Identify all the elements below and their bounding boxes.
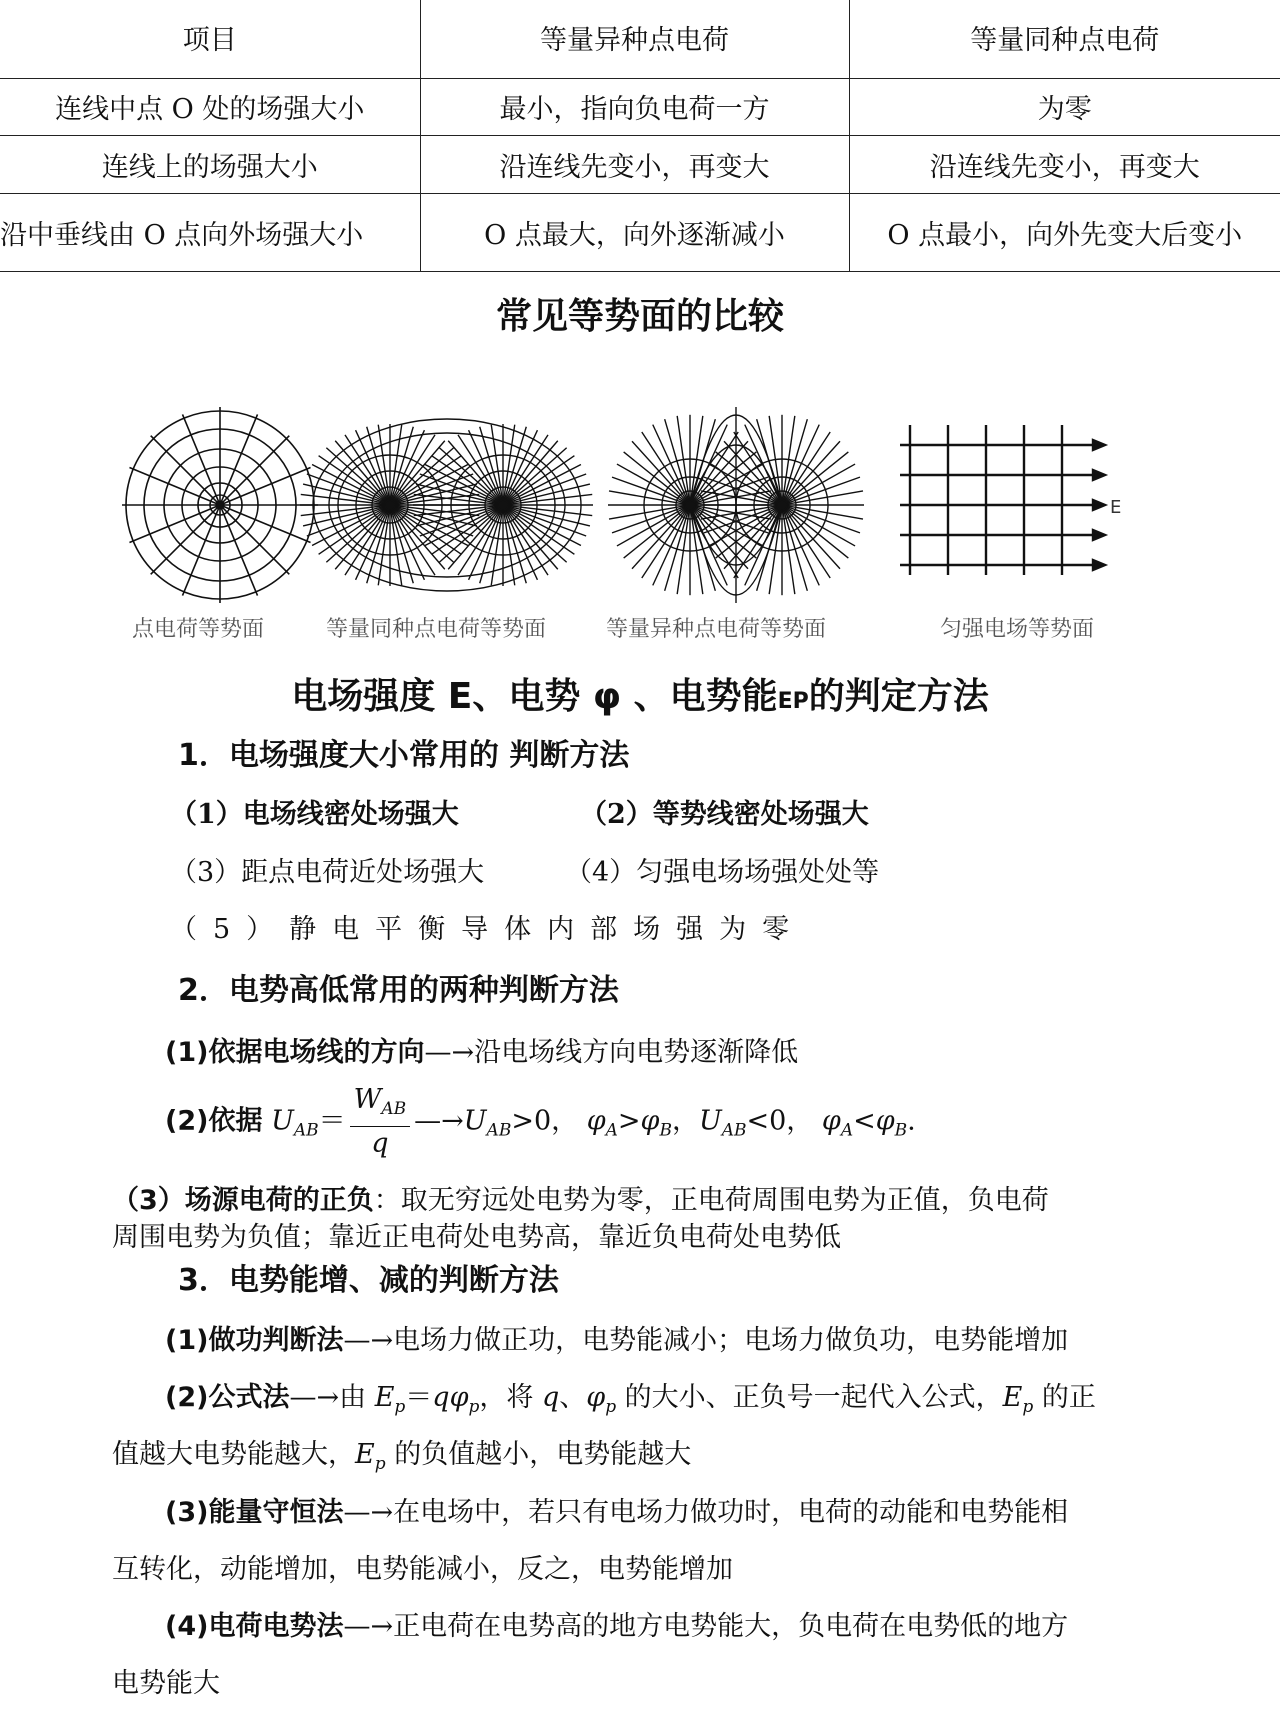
table-row [0, 193, 1280, 271]
formula-period: . [907, 1105, 916, 1137]
table-cell: 沿连线先变小，再变大 [420, 135, 849, 193]
table-cell: O 点最小，向外先变大后变小 [849, 193, 1280, 271]
s3-text: 的大小、正负号一起代入公式， [616, 1382, 1003, 1413]
formula-p: p [468, 1397, 480, 1417]
equipotential-figures [120, 405, 1130, 605]
s2-item-2-label: (2)依据 [165, 1105, 263, 1137]
table-cell: 最小，指向负电荷一方 [420, 78, 849, 135]
fraction-num-sub: AB [381, 1099, 407, 1119]
table-header-same: 等量同种点电荷 [849, 0, 1280, 78]
field-label-e: E [1110, 497, 1122, 518]
s2-item-2 [165, 1083, 916, 1161]
formula-e: E [1002, 1382, 1023, 1413]
s3-item-3-text1: —→在电场中，若只有电场力做功时，电荷的动能和电势能相 [343, 1497, 1069, 1528]
formula-lt: < [853, 1105, 876, 1137]
formula-ab: AB [721, 1120, 747, 1141]
table-header-opposite: 等量异种点电荷 [420, 0, 849, 78]
field-line [182, 509, 218, 596]
caption-point-charge: 点电荷等势面 [132, 617, 265, 642]
s1-item-1: （1）电场线密处场强大 [170, 799, 459, 830]
s2-item-1 [165, 1030, 798, 1069]
formula-p: p [605, 1397, 617, 1417]
formula-comma: ， [671, 1105, 699, 1137]
field-line [222, 414, 258, 501]
fraction-num: W [353, 1084, 382, 1115]
comparison-table [0, 0, 1280, 272]
formula-q: q [541, 1382, 560, 1413]
s1-item-2: （2）等势线密处场强大 [580, 799, 869, 830]
formula-phi: φ [449, 1382, 469, 1413]
s3-item-1-label: (1)做功判断法 [165, 1325, 344, 1356]
field-line [129, 467, 216, 503]
formula-gt0: >0， [511, 1105, 579, 1137]
formula-b: B [894, 1120, 908, 1141]
s3-item-2-line1 [165, 1375, 1096, 1417]
s2-item-1-text: —→沿电场线方向电势逐渐降低 [424, 1037, 799, 1068]
formula-gt: > [617, 1105, 641, 1137]
formula-phi: φ [875, 1105, 895, 1137]
s3-item-3-line1 [165, 1490, 1068, 1529]
formula-arrow: —→ [414, 1105, 464, 1137]
field-line [224, 507, 311, 543]
s3-item-4-line2: 电势能大 [112, 1668, 220, 1699]
table-cell: 连线上的场强大小 [0, 135, 420, 193]
table-cell: 为零 [849, 78, 1280, 135]
formula-phi: φ [821, 1105, 841, 1137]
methods-title [0, 668, 1280, 719]
s3-text: 、 [559, 1382, 587, 1413]
formula-u: U [698, 1105, 722, 1137]
formula-eq: ＝ [318, 1105, 346, 1137]
table-cell: 连线中点 O 处的场强大小 [0, 78, 420, 135]
caption-like-charges: 等量同种点电荷等势面 [326, 617, 547, 642]
s3-item-4-text1: —→正电荷在电势高的地方电势能大，负电荷在电势低的地方 [343, 1611, 1069, 1642]
like-charges-diagram [300, 419, 593, 591]
field-line [224, 467, 311, 503]
table-cell: O 点最大，向外逐渐减小 [420, 193, 849, 271]
point-charge-diagram [122, 407, 318, 603]
s3-item-2-label: (2)公式法 [165, 1382, 290, 1413]
formula-ab: AB [293, 1120, 319, 1141]
formula-ab: AB [486, 1120, 512, 1141]
s2-item-3-text1: ：取无穷远处电势为零，正电荷周围电势为正值，负电荷 [373, 1185, 1049, 1216]
formula-u: U [463, 1105, 487, 1137]
formula-p: p [374, 1454, 386, 1474]
s3-text: 的负值越小，电势能越大 [385, 1439, 692, 1470]
formula-phi: φ [586, 1105, 606, 1137]
table-row [0, 78, 1280, 135]
field-line [182, 414, 218, 501]
caption-uniform-field: 匀强电场等势面 [940, 617, 1095, 642]
table-cell: 沿中垂线由 O 点向外场强大小 [0, 193, 420, 271]
s2-item-3-label: （3）场源电荷的正负 [112, 1185, 374, 1216]
formula-e: E [374, 1382, 395, 1413]
formula-phi: φ [640, 1105, 660, 1137]
table-header-row [0, 0, 1280, 78]
s3-text: ，将 [479, 1382, 542, 1413]
formula-a: A [840, 1120, 854, 1141]
field-line [129, 507, 216, 543]
table-row [0, 135, 1280, 193]
table-cell: 沿连线先变小，再变大 [849, 135, 1280, 193]
field-line [367, 510, 389, 583]
field-line [504, 510, 526, 583]
formula-p: p [394, 1397, 406, 1417]
field-line [222, 509, 258, 596]
formula-a: A [605, 1120, 618, 1141]
s1-item-3: （3）距点电荷近处场强大 [170, 857, 485, 888]
fraction-den: q [371, 1128, 389, 1159]
formula-u: U [271, 1105, 294, 1137]
uniform-field-diagram [900, 425, 1121, 575]
s3-item-2-line2 [112, 1432, 691, 1474]
formula-q: q [432, 1382, 450, 1413]
s3-item-1 [165, 1318, 1068, 1357]
opposite-charges-diagram [608, 407, 864, 603]
s3-item-1-text: —→电场力做正功，电势能减小；电场力做负功，电势能增加 [343, 1325, 1069, 1356]
formula-eq: ＝ [405, 1382, 433, 1413]
formula-fraction [350, 1083, 411, 1161]
methods-title-end: 的判定方法 [808, 676, 989, 717]
methods-title-sub: EP [777, 689, 809, 714]
section-1-title: 1．电场强度大小常用的 判断方法 [178, 738, 630, 773]
s3-item-4-label: (4)电荷电势法 [165, 1611, 344, 1642]
formula-e: E [355, 1439, 375, 1470]
formula-b: B [659, 1120, 672, 1141]
s3-text: 的正 [1033, 1382, 1096, 1413]
s3-item-4-line1 [165, 1604, 1068, 1643]
s2-item-3-line1 [112, 1178, 1049, 1217]
s3-item-3-line2: 互转化，动能增加，电势能减小，反之，电势能增加 [112, 1554, 733, 1585]
section-2-title: 2．电势高低常用的两种判断方法 [178, 973, 619, 1008]
s3-text: 值越大电势能越大， [112, 1439, 355, 1470]
s3-item-3-label: (3)能量守恒法 [165, 1497, 344, 1528]
s2-item-1-label: (1)依据电场线的方向 [165, 1037, 425, 1068]
methods-title-main: 电场强度 E、电势 φ 、电势能 [291, 676, 778, 717]
field-line [367, 427, 389, 500]
caption-opposite-charges: 等量异种点电荷等势面 [606, 617, 827, 642]
formula-phi: φ [586, 1382, 606, 1413]
section-3-title: 3．电势能增、减的判断方法 [178, 1263, 559, 1298]
s1-item-4: （4）匀强电场场强处处等 [565, 857, 880, 888]
s2-item-3-line2: 周围电势为负值；靠近正电荷处电势高，靠近负电荷处电势低 [112, 1222, 841, 1253]
field-line [504, 427, 526, 500]
s1-item-5: （5）静电平衡导体内部场强为零 [170, 914, 806, 945]
equipotential-title: 常见等势面的比较 [495, 296, 784, 337]
formula-lt0: <0， [746, 1105, 814, 1137]
formula-p: p [1022, 1397, 1034, 1417]
s3-text: —→由 [289, 1382, 375, 1413]
table-header-item: 项目 [0, 0, 420, 78]
